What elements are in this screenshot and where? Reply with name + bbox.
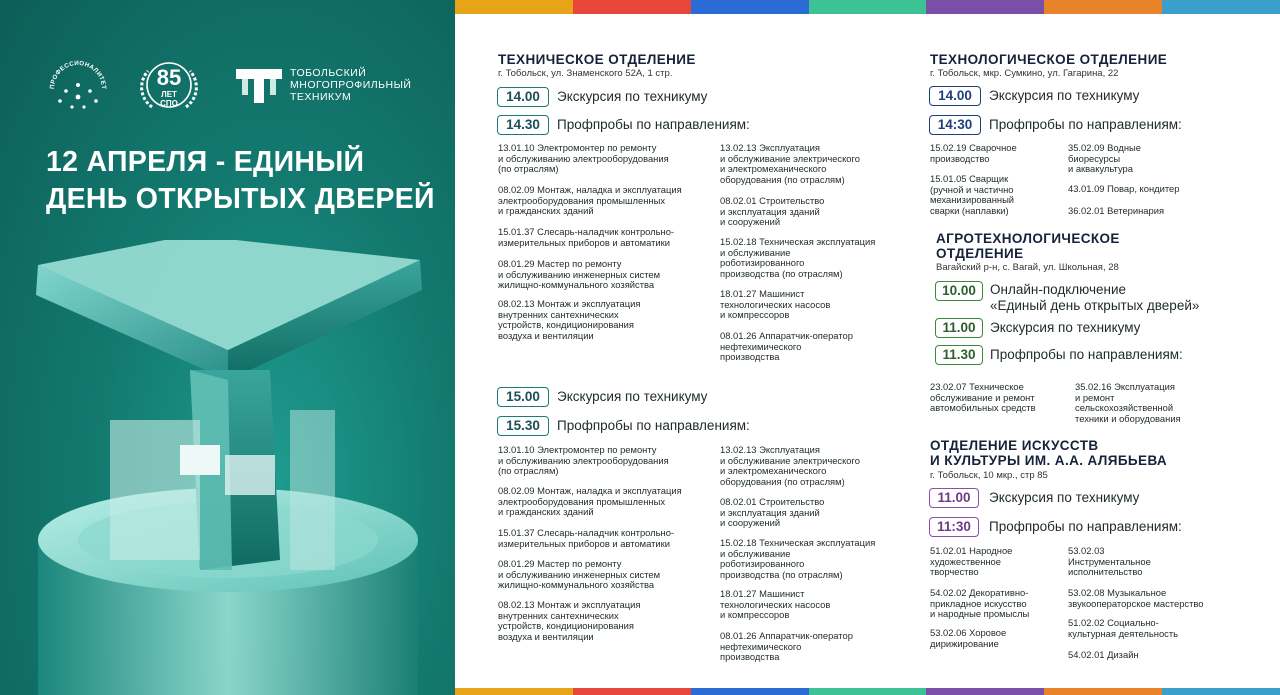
strip-segment xyxy=(926,0,1044,14)
agro-slot1-time: 10.00 xyxy=(935,281,983,301)
agro-address: Вагайский р-н, с. Вагай, ул. Школьная, 28 xyxy=(936,262,1119,273)
program-item: 51.02.01 Народное художественное творчество xyxy=(930,545,1013,578)
agro-slot3-time: 11.30 xyxy=(935,345,983,365)
arts-slot1-label: Экскурсия по техникуму xyxy=(989,490,1140,505)
program-item: 08.01.29 Мастер по ремонту и обслуживанию инженерных систем жилищно-коммунального хозяйства xyxy=(498,558,661,591)
technical-slot4-label: Профпробы по направлениям: xyxy=(557,418,750,433)
agro-title-line1: АГРОТЕХНОЛОГИЧЕСКОЕ xyxy=(936,231,1120,246)
3d-logo-illustration xyxy=(0,240,455,695)
program-item: 15.02.18 Техническая эксплуатация и обслуживание роботизированного производства (по отраслям) xyxy=(720,537,876,580)
program-item: 18.01.27 Машинист технологических насосов и компрессоров xyxy=(720,288,831,321)
program-item: 08.01.26 Аппаратчик-оператор нефтехимического производства xyxy=(720,630,853,663)
strip-segment xyxy=(1044,0,1162,14)
technical-slot3-time: 15.00 xyxy=(497,387,549,407)
program-item: 13.01.10 Электромонтер по ремонту и обслуживанию электрооборудования (по отраслям) xyxy=(498,444,669,477)
program-item: 18.01.27 Машинист технологических насосов и компрессоров xyxy=(720,588,831,621)
technical-slot1-label: Экскурсия по техникуму xyxy=(557,89,708,104)
strip-segment xyxy=(691,0,809,14)
program-item: 35.02.16 Эксплуатация и ремонт сельскохозяйственной техники и оборудования xyxy=(1075,381,1181,424)
strip-segment xyxy=(809,688,927,695)
technical-slot2-label: Профпробы по направлениям: xyxy=(557,117,750,132)
strip-segment xyxy=(573,688,691,695)
college-name xyxy=(290,67,450,103)
anniversary-subtitle xyxy=(138,90,200,108)
logo-row xyxy=(44,55,444,115)
program-item: 13.02.13 Эксплуатация и обслуживание электрического и электромеханического оборудования (по отраслям) xyxy=(720,444,860,487)
program-item: 08.01.26 Аппаратчик-оператор нефтехимического производства xyxy=(720,330,853,363)
hero-panel xyxy=(0,0,455,695)
agro-slot1-label: Онлайн-подключение xyxy=(990,282,1127,297)
technical-address: г. Тобольск, ул. Знаменского 52А, 1 стр. xyxy=(498,68,673,79)
arts-address: г. Тобольск, 10 мкр., стр 85 xyxy=(930,470,1048,481)
program-item: 53.02.08 Музыкальное звукооператорское мастерство xyxy=(1068,587,1204,609)
anniversary-line1: ЛЕТ xyxy=(161,90,177,99)
college-name-line2: МНОГОПРОФИЛЬНЫЙ xyxy=(290,79,412,91)
strip-segment xyxy=(926,688,1044,695)
program-item: 13.01.10 Электромонтер по ремонту и обслуживанию электрооборудования (по отраслям) xyxy=(498,142,669,175)
arts-title-line1: ОТДЕЛЕНИЕ ИСКУССТВ xyxy=(930,438,1099,453)
program-item: 08.02.13 Монтаж и эксплуатация внутренних сантехнических устройств, кондиционирования воздуха и вентиляции xyxy=(498,599,641,642)
technological-title: ТЕХНОЛОГИЧЕСКОЕ ОТДЕЛЕНИЕ xyxy=(930,52,1168,67)
college-tt-icon xyxy=(234,65,284,105)
program-item: 54.02.01 Дизайн xyxy=(1068,649,1139,660)
program-item: 15.02.18 Техническая эксплуатация и обслуживание роботизированного производства (по отраслям) xyxy=(720,236,876,279)
technological-slot2-label: Профпробы по направлениям: xyxy=(989,117,1182,132)
agro-slot1-label2: «Единый день открытых дверей» xyxy=(990,298,1200,313)
program-item: 15.01.37 Слесарь-наладчик контрольно- измерительных приборов и автоматики xyxy=(498,527,675,549)
technical-slot4-time: 15.30 xyxy=(497,416,549,436)
strip-segment xyxy=(1044,688,1162,695)
technological-slot1-time: 14.00 xyxy=(929,86,981,106)
program-item: 15.01.37 Слесарь-наладчик контрольно- измерительных приборов и автоматики xyxy=(498,226,675,248)
program-item: 15.02.19 Сварочное производство xyxy=(930,142,1017,164)
program-item: 43.01.09 Повар, кондитер xyxy=(1068,183,1180,194)
technical-slot1-time: 14.00 xyxy=(497,87,549,107)
agro-slot2-label: Экскурсия по техникуму xyxy=(990,320,1141,335)
technical-title: ТЕХНИЧЕСКОЕ ОТДЕЛЕНИЕ xyxy=(498,52,696,67)
professionalitet-text: ПРОФЕССИОНАЛИТЕТ xyxy=(48,59,108,90)
strip-segment xyxy=(1162,0,1280,14)
agro-title-line2: ОТДЕЛЕНИЕ xyxy=(936,246,1024,261)
program-item: 53.02.03 Инструментальное исполнительство xyxy=(1068,545,1151,578)
anniversary-number: 85 xyxy=(156,65,182,90)
program-item: 08.02.09 Монтаж, наладка и эксплуатация электрооборудования промышленных и гражданских зданий xyxy=(498,184,682,217)
arts-slot2-time: 11:30 xyxy=(929,517,979,537)
arts-slot1-time: 11.00 xyxy=(929,488,979,508)
top-color-strip xyxy=(455,0,1280,14)
program-item: 13.02.13 Эксплуатация и обслуживание электрического и электромеханического оборудования (по отраслям) xyxy=(720,142,860,185)
professionalitet-logo xyxy=(44,55,112,115)
technological-address: г. Тобольск, мкр. Сумкино, ул. Гагарина, 22 xyxy=(930,68,1119,79)
college-name-line3: ТЕХНИКУМ xyxy=(290,91,352,103)
strip-segment xyxy=(809,0,927,14)
arts-slot2-label: Профпробы по направлениям: xyxy=(989,519,1182,534)
arts-title-line2: И КУЛЬТУРЫ ИМ. А.А. АЛЯБЬЕВА xyxy=(930,453,1168,468)
program-item: 08.02.01 Строительство и эксплуатация зданий и сооружений xyxy=(720,195,825,228)
professionalitet-emblem-icon xyxy=(44,55,112,115)
strip-segment xyxy=(1162,688,1280,695)
program-item: 08.01.29 Мастер по ремонту и обслуживанию инженерных систем жилищно-коммунального хозяйства xyxy=(498,258,661,291)
strip-segment xyxy=(455,688,573,695)
agro-title xyxy=(936,231,1120,261)
technological-slot2-time: 14:30 xyxy=(929,115,981,135)
strip-segment xyxy=(691,688,809,695)
event-headline xyxy=(46,144,446,218)
technical-slot3-label: Экскурсия по техникуму xyxy=(557,389,708,404)
strip-segment xyxy=(455,0,573,14)
program-item: 15.01.05 Сварщик (ручной и частично механизированный сварки (наплавки) xyxy=(930,173,1015,216)
agro-slot3-label: Профпробы по направлениям: xyxy=(990,347,1183,362)
college-logo xyxy=(234,63,444,107)
anniversary-logo xyxy=(138,57,200,113)
technological-slot1-label: Экскурсия по техникуму xyxy=(989,88,1140,103)
program-item: 51.02.02 Социально- культурная деятельность xyxy=(1068,617,1179,639)
program-item: 08.02.09 Монтаж, наладка и эксплуатация электрооборудования промышленных и гражданских зданий xyxy=(498,485,682,518)
program-item: 23.02.07 Техническое обслуживание и ремонт автомобильных средств xyxy=(930,381,1036,414)
program-item: 53.02.06 Хоровое дирижирование xyxy=(930,627,1007,649)
program-item: 35.02.09 Водные биоресурсы и аквакультура xyxy=(1068,142,1141,175)
headline-line1: 12 АПРЕЛЯ - ЕДИНЫЙ xyxy=(46,146,365,178)
program-item: 08.02.13 Монтаж и эксплуатация внутренних сантехнических устройств, кондиционирования воздуха и вентиляции xyxy=(498,298,641,341)
strip-segment xyxy=(573,0,691,14)
technical-slot2-time: 14.30 xyxy=(497,115,549,135)
program-item: 54.02.02 Декоративно- прикладное искусство и народные промыслы xyxy=(930,587,1030,620)
program-item: 36.02.01 Ветеринария xyxy=(1068,205,1165,216)
headline-line2: ДЕНЬ ОТКРЫТЫХ ДВЕРЕЙ xyxy=(46,183,435,215)
college-name-line1: ТОБОЛЬСКИЙ xyxy=(290,67,367,79)
bottom-color-strip xyxy=(455,688,1280,695)
program-item: 08.02.01 Строительство и эксплуатация зданий и сооружений xyxy=(720,496,825,529)
anniversary-line2: СПО xyxy=(160,99,178,108)
agro-slot2-time: 11.00 xyxy=(935,318,983,338)
arts-title xyxy=(930,438,1167,468)
